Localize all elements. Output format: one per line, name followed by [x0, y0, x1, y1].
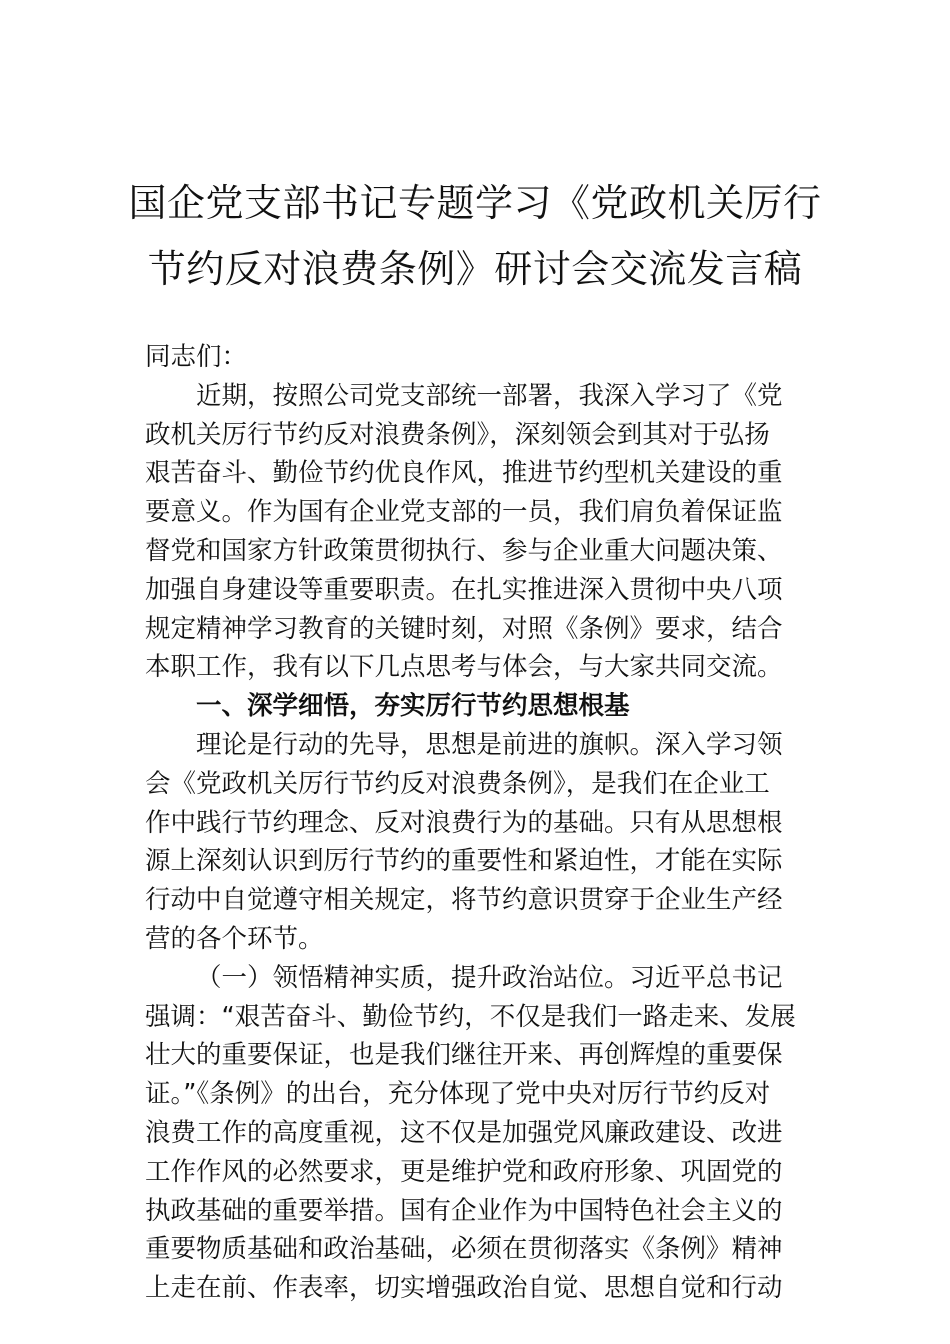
- paragraph-line: 督党和国家方针政策贯彻执行、参与企业重大问题决策、: [145, 535, 783, 566]
- document-body: [145, 338, 810, 1308]
- paragraph-line: 要意义。作为国有企业党支部的一员，我们肩负着保证监: [145, 497, 783, 528]
- paragraph-line: 本职工作，我有以下几点思考与体会，与大家共同交流。: [145, 652, 783, 683]
- section-heading: 一、深学细悟，夯实厉行节约思想根基: [196, 691, 630, 722]
- paragraph-line: 艰苦奋斗、勤俭节约优良作风，推进节约型机关建设的重: [145, 458, 783, 489]
- paragraph-line: 强调：“艰苦奋斗、勤俭节约，不仅是我们一路走来、发展: [145, 1001, 796, 1032]
- paragraph-line: 规定精神学习教育的关键时刻，对照《条例》要求，结合: [145, 613, 783, 644]
- paragraph-line: 执政基础的重要举措。国有企业作为中国特色社会主义的: [145, 1195, 783, 1226]
- paragraph-line: 重要物质基础和政治基础，必须在贯彻落实《条例》精神: [145, 1234, 783, 1265]
- document-title: [120, 170, 830, 302]
- paragraph-line: 会《党政机关厉行节约反对浪费条例》，是我们在企业工: [145, 768, 770, 799]
- paragraph-line: 理论是行动的先导，思想是前进的旗帜。深入学习领: [196, 729, 783, 760]
- paragraph-line: 浪费工作的高度重视，这不仅是加强党风廉政建设、改进: [145, 1117, 783, 1148]
- paragraph-line: 近期，按照公司党支部统一部署，我深入学习了《党: [196, 380, 783, 411]
- title-line-1: 国企党支部书记专题学习《党政机关厉行: [128, 181, 822, 225]
- salutation: 同志们：: [145, 342, 248, 372]
- paragraph-line: 壮大的重要保证，也是我们继往开来、再创辉煌的重要保: [145, 1040, 783, 1071]
- paragraph-line: 政机关厉行节约反对浪费条例》，深刻领会到其对于弘扬: [145, 419, 770, 450]
- paragraph-line: 行动中自觉遵守相关规定，将节约意识贯穿于企业生产经: [145, 885, 783, 916]
- paragraph-line: （一）领悟精神实质，提升政治站位。习近平总书记: [196, 962, 783, 993]
- paragraph-line: 上走在前、作表率，切实增强政治自觉、思想自觉和行动: [145, 1273, 783, 1304]
- title-line-2: 节约反对浪费条例》研讨会交流发言稿: [147, 247, 803, 291]
- paragraph-line: 证。”《条例》的出台，充分体现了党中央对厉行节约反对: [145, 1079, 771, 1110]
- paragraph-line: 工作作风的必然要求，更是维护党和政府形象、巩固党的: [145, 1156, 783, 1187]
- paragraph-line: 源上深刻认识到厉行节约的重要性和紧迫性，才能在实际: [145, 846, 783, 877]
- paragraph-line: 加强自身建设等重要职责。在扎实推进深入贯彻中央八项: [145, 574, 783, 605]
- paragraph-line: 作中践行节约理念、反对浪费行为的基础。只有从思想根: [145, 807, 783, 838]
- paragraph-line: 营的各个环节。: [145, 923, 324, 954]
